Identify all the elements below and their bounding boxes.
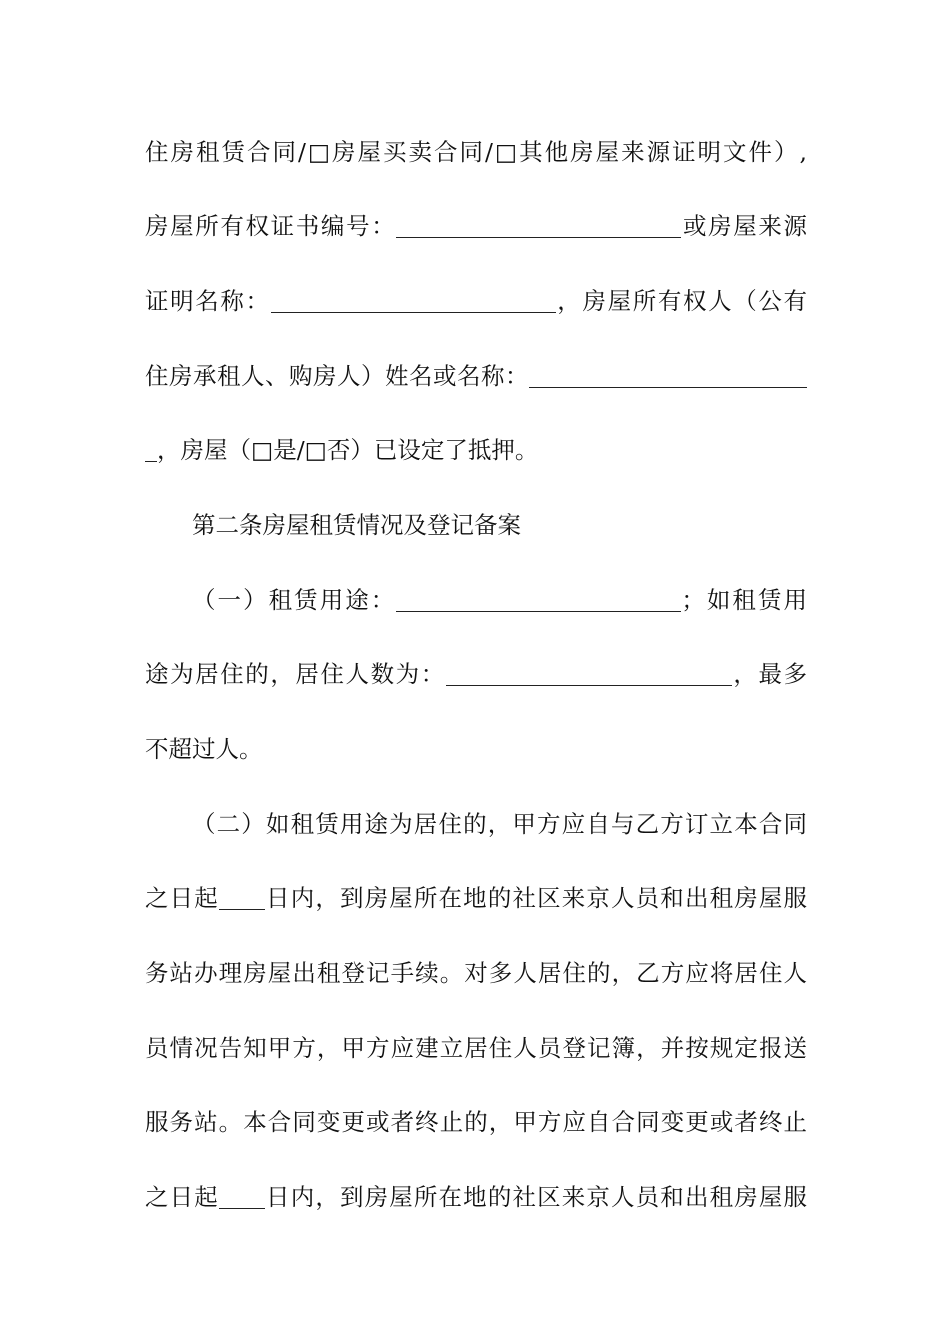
line-text: 日内，到房屋所在地的社区来京人员和出租房屋服: [264, 1183, 808, 1211]
section-heading: [192, 510, 807, 540]
lease-purpose-blank: [396, 589, 681, 612]
line-text: ，房屋所有权人（公有: [555, 287, 808, 315]
days-blank: [219, 1186, 265, 1209]
owner-name-blank: [529, 365, 807, 388]
resident-count-blank: [446, 663, 732, 686]
line-text: 不超过人。: [145, 735, 263, 763]
owner-name-blank-continued: [145, 439, 157, 462]
text-line: [145, 1033, 807, 1063]
text-line: [192, 585, 807, 615]
line-text: 之日起: [145, 884, 219, 912]
heading-text: 第二条房屋租赁情况及登记备案: [192, 511, 521, 539]
line-text: 或房屋来源: [681, 212, 808, 240]
line-text: 住房承租人、购房人）姓名或名称：: [145, 362, 529, 390]
text-line: [145, 958, 807, 988]
text-line: [145, 435, 807, 465]
line-text: 房屋所有权证书编号：: [145, 212, 397, 240]
line-text: ；如租赁用: [681, 586, 808, 614]
certificate-number-blank: [396, 215, 681, 238]
text-line: [145, 1107, 807, 1137]
proof-name-blank: [271, 290, 556, 313]
line-text: ，房屋（□是/□否）已设定了抵押。: [157, 436, 539, 464]
line-text: 住房租赁合同/□房屋买卖合同/□其他房屋来源证明文件）,: [145, 138, 807, 166]
text-line: [192, 809, 807, 839]
text-line: [145, 286, 807, 316]
text-line: [145, 211, 807, 241]
line-text: ，最多: [731, 660, 808, 688]
text-line: [145, 137, 807, 167]
days-blank: [219, 887, 265, 910]
line-text: 员情况告知甲方，甲方应建立居住人员登记簿，并按规定报送: [145, 1034, 807, 1062]
text-line: [145, 734, 807, 764]
line-text: 之日起: [145, 1183, 219, 1211]
text-line: [145, 361, 807, 391]
line-text: 日内，到房屋所在地的社区来京人员和出租房屋服: [264, 884, 808, 912]
line-text: （一）租赁用途：: [192, 586, 397, 614]
text-line: [145, 883, 807, 913]
text-line: [145, 1182, 807, 1212]
line-text: 证明名称：: [145, 287, 271, 315]
line-text: 途为居住的，居住人数为：: [145, 660, 446, 688]
line-text: 务站办理房屋出租登记手续。对多人居住的，乙方应将居住人: [145, 959, 807, 987]
line-text: （二）如租赁用途为居住的，甲方应自与乙方订立本合同: [192, 810, 807, 838]
line-text: 服务站。本合同变更或者终止的，甲方应自合同变更或者终止: [145, 1108, 807, 1136]
text-line: [145, 659, 807, 689]
